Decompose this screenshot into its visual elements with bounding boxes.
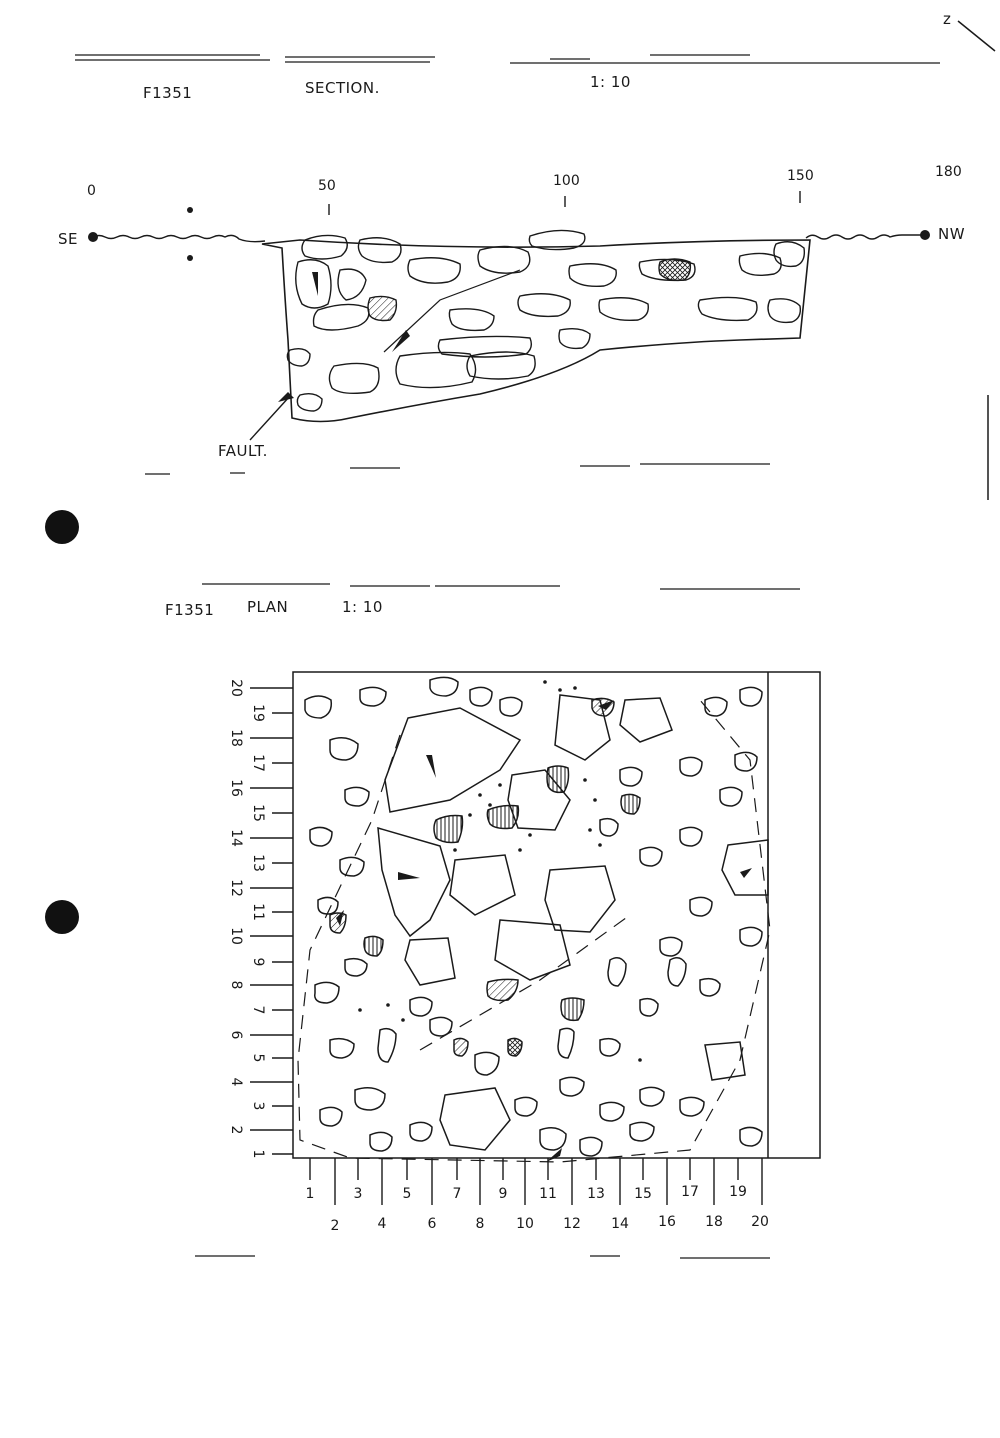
x-label: 12 bbox=[563, 1216, 581, 1232]
stone-small bbox=[740, 687, 762, 706]
stone-small bbox=[640, 847, 662, 866]
stone-small bbox=[430, 677, 458, 696]
stone-small bbox=[330, 738, 358, 760]
y-label: 20 bbox=[228, 679, 244, 697]
stone-small bbox=[470, 687, 492, 706]
x-label: 10 bbox=[516, 1216, 534, 1232]
x-label: 13 bbox=[587, 1186, 605, 1202]
stone-small bbox=[640, 1087, 664, 1106]
stone-small bbox=[720, 787, 742, 806]
fault-label: FAULT. bbox=[218, 442, 268, 460]
stone-small bbox=[360, 687, 386, 706]
stone-small bbox=[310, 827, 332, 846]
hatched-stone bbox=[621, 794, 640, 814]
stone-large bbox=[378, 828, 450, 936]
stone-small bbox=[340, 857, 364, 876]
section-scale: 1: 10 bbox=[590, 73, 631, 91]
stone-large bbox=[620, 698, 672, 742]
hatched-stone bbox=[364, 936, 383, 956]
stone-small bbox=[668, 958, 686, 986]
marker-arrow bbox=[426, 755, 436, 778]
stone-small bbox=[660, 937, 682, 956]
stone-large bbox=[722, 840, 768, 895]
section-end-nw: NW bbox=[938, 225, 966, 243]
y-label: 11 bbox=[250, 903, 266, 921]
stone-small bbox=[608, 958, 626, 986]
hatched-stone bbox=[547, 766, 569, 792]
stone-small bbox=[600, 819, 618, 836]
section-feature-id: F1351 bbox=[143, 84, 193, 102]
ruler-label-180: 180 bbox=[935, 164, 962, 180]
stone-small bbox=[700, 979, 720, 996]
x-label: 19 bbox=[729, 1184, 747, 1200]
stone-small bbox=[580, 1137, 602, 1156]
x-label: 14 bbox=[611, 1216, 629, 1232]
y-label: 2 bbox=[228, 1125, 244, 1135]
x-label: 1 bbox=[305, 1186, 315, 1202]
stone-small bbox=[540, 1128, 566, 1150]
y-label: 8 bbox=[228, 980, 244, 990]
stone-large bbox=[495, 920, 570, 980]
x-label: 11 bbox=[539, 1186, 557, 1202]
x-label: 8 bbox=[475, 1216, 485, 1232]
plan-title: PLAN bbox=[247, 598, 289, 616]
stone-small bbox=[345, 959, 367, 976]
x-axis-labels bbox=[306, 1184, 769, 1234]
stone-small bbox=[378, 1029, 396, 1062]
hatched-stone bbox=[487, 806, 518, 829]
stone-small bbox=[680, 757, 702, 776]
ruler-label-50: 50 bbox=[318, 178, 336, 194]
x-label: 17 bbox=[681, 1184, 699, 1200]
stone-small bbox=[740, 1127, 762, 1146]
y-label: 18 bbox=[228, 729, 244, 747]
fault-line-dashed bbox=[420, 915, 630, 1050]
y-label: 7 bbox=[250, 1005, 266, 1015]
y-axis-labels bbox=[228, 679, 266, 1158]
stone-small bbox=[680, 1097, 704, 1116]
x-label: 18 bbox=[705, 1214, 723, 1230]
stone-small bbox=[515, 1097, 537, 1116]
marker-arrow bbox=[398, 872, 420, 880]
stone-small bbox=[600, 1039, 620, 1056]
section-end-se: SE bbox=[58, 230, 78, 248]
y-label: 1 bbox=[250, 1149, 266, 1159]
x-label: 16 bbox=[658, 1214, 676, 1230]
plan-feature-id: F1351 bbox=[165, 601, 215, 619]
hatched-stone bbox=[434, 816, 463, 843]
x-label: 2 bbox=[330, 1218, 340, 1234]
stone-large bbox=[450, 855, 515, 915]
stone-small bbox=[370, 1132, 392, 1151]
ruler-label-100: 100 bbox=[553, 173, 580, 189]
stone-small bbox=[620, 767, 642, 786]
y-label: 5 bbox=[250, 1053, 266, 1063]
stone-small bbox=[475, 1052, 499, 1075]
cut-outline-dashed bbox=[298, 700, 770, 1162]
crosshatched-stone bbox=[508, 1038, 522, 1056]
stone-large bbox=[385, 708, 520, 812]
y-label: 14 bbox=[228, 829, 244, 847]
y-label: 9 bbox=[250, 957, 266, 967]
y-label: 15 bbox=[250, 804, 266, 822]
x-label: 4 bbox=[377, 1216, 387, 1232]
stone-small bbox=[558, 1028, 574, 1058]
plan-frame bbox=[293, 672, 820, 1158]
plan-footer-rules bbox=[195, 1256, 770, 1258]
y-label: 17 bbox=[250, 754, 266, 772]
stone-small bbox=[690, 897, 712, 916]
x-label: 6 bbox=[427, 1216, 437, 1232]
stone-small bbox=[355, 1088, 385, 1110]
stone-small bbox=[345, 787, 369, 806]
section-title: SECTION. bbox=[305, 79, 380, 97]
stone-small bbox=[410, 1122, 432, 1141]
stone-small bbox=[410, 997, 432, 1016]
marker-arrow bbox=[740, 868, 752, 878]
corner-mark: z bbox=[943, 10, 952, 28]
y-label: 13 bbox=[250, 854, 266, 872]
stone-large bbox=[545, 866, 615, 932]
x-label: 9 bbox=[498, 1186, 508, 1202]
stone-small bbox=[705, 697, 727, 716]
stone-small bbox=[430, 1017, 452, 1036]
y-label: 4 bbox=[228, 1077, 244, 1087]
y-label: 10 bbox=[228, 927, 244, 945]
stone-small bbox=[630, 1122, 654, 1141]
x-label: 7 bbox=[452, 1186, 462, 1202]
y-label: 19 bbox=[250, 704, 266, 722]
hatched-stone bbox=[561, 998, 584, 1020]
hatched-stone bbox=[454, 1038, 468, 1056]
stone-large bbox=[705, 1042, 745, 1080]
y-label: 3 bbox=[250, 1101, 266, 1111]
x-label: 3 bbox=[353, 1186, 363, 1202]
ruler-label-0: 0 bbox=[87, 183, 96, 199]
hatched-stone bbox=[487, 979, 518, 1000]
stone-large bbox=[440, 1088, 510, 1150]
stone-small bbox=[740, 927, 762, 946]
x-label: 5 bbox=[402, 1186, 412, 1202]
stone-small bbox=[640, 999, 658, 1016]
y-label: 16 bbox=[228, 779, 244, 797]
y-label: 12 bbox=[228, 879, 244, 897]
stone-small bbox=[560, 1077, 584, 1096]
stone-large bbox=[405, 938, 455, 985]
x-label: 20 bbox=[751, 1214, 769, 1230]
y-label: 6 bbox=[228, 1030, 244, 1040]
stone-small bbox=[315, 982, 339, 1003]
plan-scale: 1: 10 bbox=[342, 598, 383, 616]
stone-small bbox=[330, 1039, 354, 1058]
stone-small bbox=[320, 1107, 342, 1126]
stone-small bbox=[305, 696, 331, 718]
ruler-label-150: 150 bbox=[787, 168, 814, 184]
x-label: 15 bbox=[634, 1186, 652, 1202]
stone-small bbox=[500, 697, 522, 716]
stone-small bbox=[680, 827, 702, 846]
stone-small bbox=[600, 1102, 624, 1121]
